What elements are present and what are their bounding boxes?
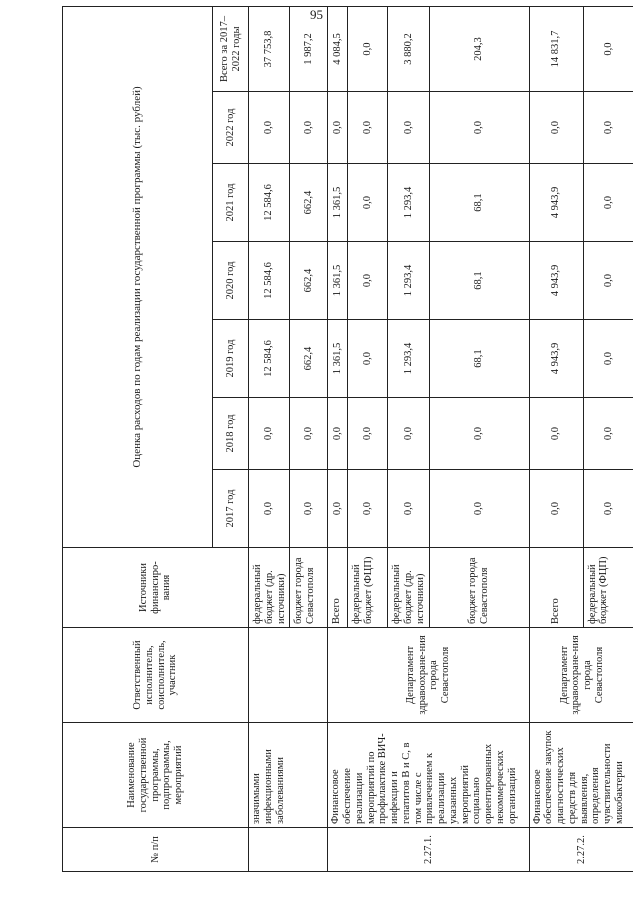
cell-value: 0,0 [290,398,328,470]
cell-name: Финансовое обеспечение закупок диагностических средств для выявления, определения чувствительности микобактерии [529,723,633,828]
header-name: Наименование государственной программы, подпрограммы, мероприятий [63,723,249,828]
cell-num: 2.27.1. [328,828,529,872]
cell-value: 0,0 [429,470,529,548]
cell-value: 0,0 [328,92,348,164]
cell-value: 662,4 [290,164,328,242]
cell-value: 0,0 [583,164,633,242]
cell-executor: Департамент здравоохране-ния города Севастополя [529,628,633,723]
header-year: 2022 год [213,92,249,164]
cell-value: 0,0 [348,398,388,470]
cell-value: 4 943,9 [529,320,583,398]
cell-value: 204,3 [429,7,529,92]
cell-value: 1 987,2 [290,7,328,92]
cell-value: 0,0 [583,470,633,548]
header-year: 2020 год [213,242,249,320]
cell-value: 1 361,5 [328,164,348,242]
cell-executor [249,628,328,723]
cell-value: 0,0 [388,398,429,470]
cell-value: 4 943,9 [529,242,583,320]
cell-num [249,828,328,872]
cell-value: 0,0 [249,92,290,164]
cell-value: 0,0 [583,320,633,398]
cell-value: 0,0 [249,398,290,470]
cell-value: 0,0 [290,470,328,548]
cell-value: 12 584,6 [249,320,290,398]
cell-source: Всего [328,548,348,628]
cell-value: 12 584,6 [249,164,290,242]
cell-value: 0,0 [583,242,633,320]
cell-value: 0,0 [529,92,583,164]
cell-source: федеральный бюджет (ФЦП) [583,548,633,628]
cell-value: 0,0 [583,92,633,164]
cell-value: 0,0 [290,92,328,164]
cell-value: 1 361,5 [328,242,348,320]
cell-value: 0,0 [583,7,633,92]
header-year: 2018 год [213,398,249,470]
header-executor: Ответственный исполнитель, соисполнитель, участник [63,628,249,723]
cell-num: 2.27.2. [529,828,633,872]
cell-value: 4 084,5 [328,7,348,92]
cell-source: федеральный бюджет (др. источники) [249,548,290,628]
cell-value: 0,0 [348,320,388,398]
cell-value: 662,4 [290,320,328,398]
header-num: № п/п [63,828,249,872]
cell-value: 0,0 [328,398,348,470]
cell-value: 68,1 [429,242,529,320]
cell-source: Всего [529,548,583,628]
page-number: 95 [310,7,323,22]
cell-value: 1 361,5 [328,320,348,398]
cell-value: 0,0 [348,92,388,164]
cell-value: 4 943,9 [529,164,583,242]
cell-value: 0,0 [348,164,388,242]
cell-value: 0,0 [429,398,529,470]
header-estimate: Оценка расходов по годам реализации государственной программы (тыс. рублей) [63,7,213,548]
cell-value: 12 584,6 [249,242,290,320]
cell-value: 14 831,7 [529,7,583,92]
cell-value: 0,0 [529,470,583,548]
cell-value: 68,1 [429,320,529,398]
header-source: Источники финансиро-вания [63,548,249,628]
cell-value: 0,0 [388,92,429,164]
cell-name-continuation: значимыми инфекционными заболеваниями [249,723,328,828]
cell-value: 68,1 [429,164,529,242]
cell-value: 1 293,4 [388,320,429,398]
table-row [249,7,290,872]
cell-value: 0,0 [388,470,429,548]
rotated-table-container [62,15,625,872]
cell-value: 1 293,4 [388,164,429,242]
header-year: 2019 год [213,320,249,398]
cell-source: бюджет города Севастополя [429,548,529,628]
budget-table [62,6,633,872]
cell-value: 0,0 [348,470,388,548]
cell-value: 37 753,8 [249,7,290,92]
cell-value: 3 880,2 [388,7,429,92]
header-year-total: Всего за 2017–2022 годы [213,7,249,92]
table-row [529,7,583,872]
cell-value: 1 293,4 [388,242,429,320]
cell-value: 0,0 [328,470,348,548]
cell-value: 0,0 [348,242,388,320]
cell-name: Финансовое обеспечение реализации мероприятий по профилактике ВИЧ-инфекции и гепатитов В и С, в том числе с привлечением к реализации указанных мероприятий социально ориентированных некоммерческих организаций [328,723,529,828]
table-row [328,7,348,872]
cell-value: 0,0 [429,92,529,164]
cell-executor: Департамент здравоохране-ния города Севастополя [328,628,529,723]
cell-source: федеральный бюджет (др. источники) [388,548,429,628]
cell-value: 0,0 [249,470,290,548]
cell-value: 0,0 [348,7,388,92]
cell-value: 662,4 [290,242,328,320]
cell-source: бюджет города Севастополя [290,548,328,628]
cell-value: 0,0 [583,398,633,470]
header-year: 2017 год [213,470,249,548]
cell-value: 0,0 [529,398,583,470]
cell-source: федеральный бюджет (ФЦП) [348,548,388,628]
header-year: 2021 год [213,164,249,242]
